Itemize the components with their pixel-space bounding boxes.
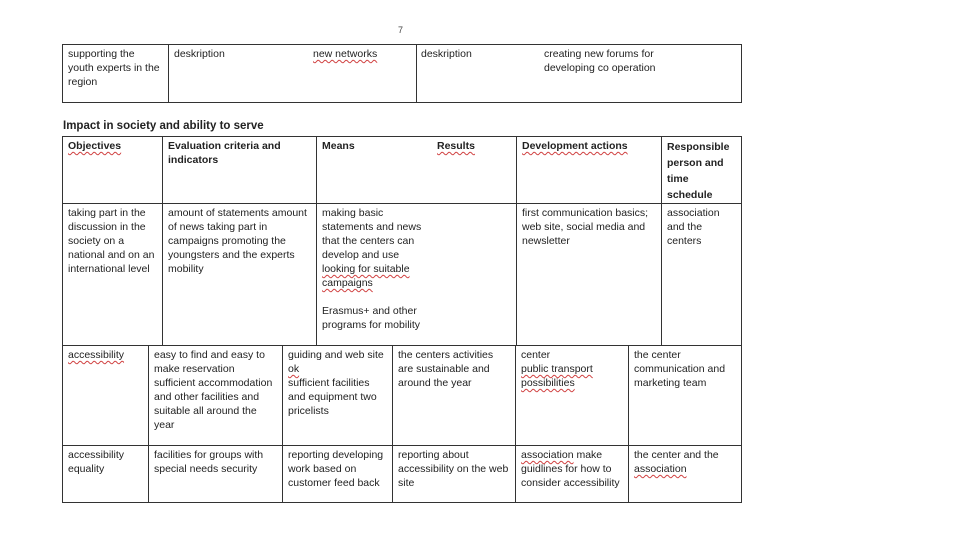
row2-development <box>515 345 629 446</box>
top-table <box>62 44 742 103</box>
row2-responsible: the center communication and marketing team <box>628 345 742 446</box>
row1-evaluation: amount of statements amount of news taking part in campaigns promoting the youngsters and the experts mobility <box>162 203 317 346</box>
row3-responsible-association: association <box>634 463 687 475</box>
header-objectives: Objectives <box>62 136 163 204</box>
row2-development-center: center <box>521 349 551 361</box>
row3-development-association: association <box>521 449 574 461</box>
header-evaluation: Evaluation criteria and indicators <box>162 136 317 204</box>
row1-means <box>316 203 517 346</box>
row2-means-ok: ok <box>288 363 300 375</box>
row3-development-guidelines: make guidlines for how to consider accessibility <box>521 449 620 489</box>
top-goal-text: supporting the youth experts in the region <box>68 48 160 88</box>
top-description-2: deskription <box>421 48 472 60</box>
header-means-results: Means Results <box>316 136 517 204</box>
top-new-forums: creating new forums for developing co operation <box>544 48 656 74</box>
section-heading: Impact in society and ability to serve <box>63 120 264 132</box>
row1-means-statements: making basic statements and news that the centers can develop and use <box>322 207 422 261</box>
row1-objectives: taking part in the discussion in the society on a national and on an international level <box>62 203 163 346</box>
row3-responsible <box>628 445 742 503</box>
row2-means <box>282 345 393 446</box>
row2-objective: accessibility <box>62 345 149 446</box>
row3-objective: accessibility equality <box>62 445 149 503</box>
row1-responsible: association and the centers <box>661 203 742 346</box>
top-cell-divider <box>416 45 417 102</box>
top-cell-goal <box>63 45 169 102</box>
page-number: 7 <box>398 25 404 35</box>
header-development: Development actions <box>516 136 662 204</box>
row3-development <box>515 445 629 503</box>
row2-development-transport: public transport possibilities <box>521 363 593 389</box>
row3-means: reporting developing work based on customer feed back <box>282 445 393 503</box>
row2-means-guiding: guiding and web site <box>288 349 384 361</box>
row3-results: reporting about accessibility on the web site <box>392 445 516 503</box>
row2-results: the centers activities are sustainable and around the year <box>392 345 516 446</box>
top-description-1: deskription <box>174 48 225 60</box>
row1-development: first communication basics; web site, social media and newsletter <box>516 203 662 346</box>
row2-criteria: easy to find and easy to make reservation sufficient accommodation and other facilities and suitable all around the year <box>148 345 283 446</box>
row3-criteria: facilities for groups with special needs security <box>148 445 283 503</box>
row2-means-facilities: sufficient facilities and equipment two pricelists <box>288 377 377 417</box>
row1-means-erasmus: Erasmus+ and other programs for mobility <box>322 305 421 331</box>
header-responsible: Responsible person and time schedule <box>661 136 742 204</box>
header-results: Results <box>437 140 475 152</box>
row3-responsible-center: the center and the <box>634 449 719 461</box>
row1-means-campaigns: looking for suitable campaigns <box>322 263 410 289</box>
top-new-networks: new networks <box>313 48 378 60</box>
